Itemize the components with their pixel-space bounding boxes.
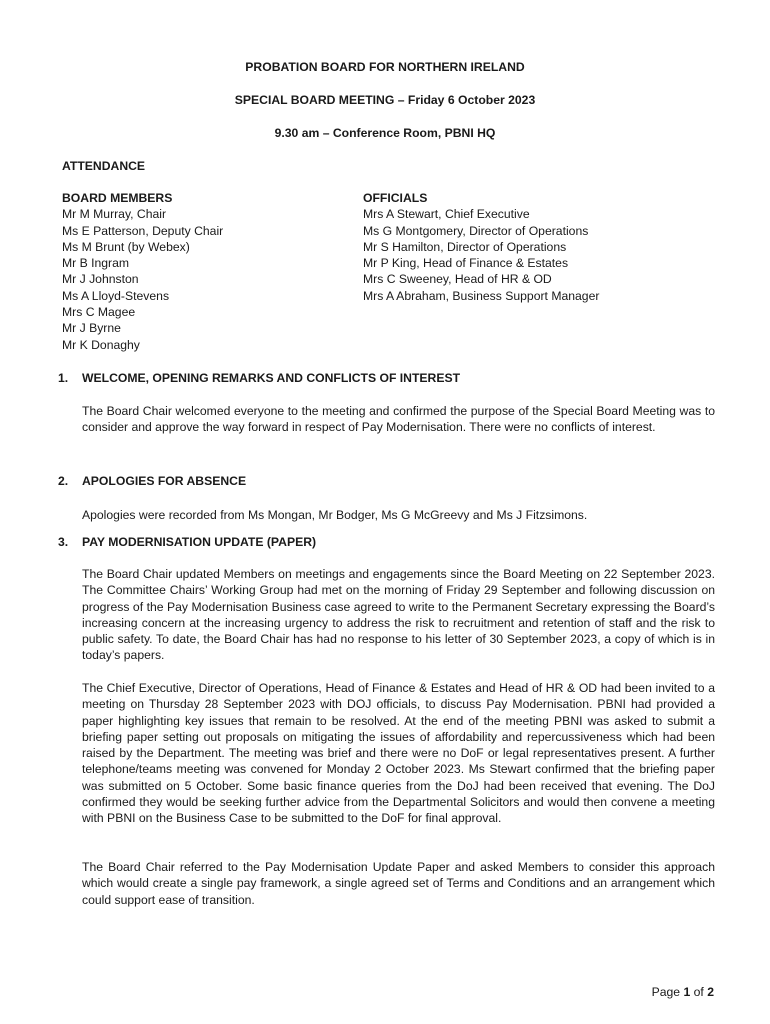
board-member: Mr J Byrne — [62, 321, 121, 336]
board-members-column — [62, 190, 223, 353]
official: Mr S Hamilton, Director of Operations — [363, 239, 567, 254]
board-member: Mr M Murray, Chair — [62, 207, 167, 222]
attendance-heading: ATTENDANCE — [62, 159, 146, 173]
org-title: PROBATION BOARD FOR NORTHERN IRELAND — [245, 60, 525, 74]
board-member: Mr B Ingram — [62, 256, 130, 271]
board-member: Mr J Johnston — [62, 272, 139, 287]
board-member: Ms M Brunt (by Webex) — [62, 239, 190, 254]
section-paragraph: The Board Chair welcomed everyone to the meeting and confirmed the purpose of the Special Board Meeting was to consider and approve the way forward in respect of Pay Modernisation. There were no conflicts of interest. — [82, 404, 715, 435]
board-member: Mr K Donaghy — [62, 337, 140, 352]
official: Mrs C Sweeney, Head of HR & OD — [363, 272, 552, 287]
page-footer — [652, 984, 714, 1000]
page-total: 2 — [707, 985, 714, 999]
section-paragraph: Apologies were recorded from Ms Mongan, Mr Bodger, Ms G McGreevy and Ms J Fitzsimons. — [82, 508, 588, 522]
board-member: Ms A Lloyd-Stevens — [62, 288, 170, 303]
page-current: 1 — [683, 985, 691, 999]
section-heading-welcome: WELCOME, OPENING REMARKS AND CONFLICTS OF INTEREST — [82, 371, 461, 385]
section-paragraph: The Chief Executive, Director of Operations, Head of Finance & Estates and Head of HR & OD had been invited to a meeting on Thursday 28 September 2023 with DOJ officials, to discuss Pay Modernisation. PBNI had provided a paper highlighting key issues that remain to be resolved. At the end of the meeting PBNI was asked to submit a briefing paper setting out proposals on mitigating the issues of affordability and repercussiveness which had been raised by the Department. The meeting was brief and there were no DoF or legal representatives present. A further telephone/teams meeting was convened for Monday 2 October 2023. Ms Stewart confirmed that the briefing paper was submitted on 5 October. Some basic finance queries from the DoJ had been received that evening. The DoJ confirmed they would be seeking further advice from the Departmental Solicitors and would then convene a meeting with PBNI on the Business Case to be submitted to the DoF for final approval. — [82, 681, 715, 826]
board-member: Mrs C Magee — [62, 305, 136, 320]
page-word: Page — [651, 985, 681, 999]
section-heading-pay-modernisation: PAY MODERNISATION UPDATE (PAPER) — [82, 535, 317, 549]
officials-heading: OFFICIALS — [363, 191, 428, 205]
section-number: 3. — [58, 535, 69, 549]
board-members-heading: BOARD MEMBERS — [62, 191, 173, 205]
official: Ms G Montgomery, Director of Operations — [363, 223, 589, 238]
of-word: of — [693, 985, 704, 999]
section-number: 2. — [58, 474, 69, 488]
official: Mrs A Abraham, Business Support Manager — [363, 288, 600, 303]
officials-column — [363, 190, 599, 304]
official: Mrs A Stewart, Chief Executive — [363, 207, 530, 222]
meeting-title: SPECIAL BOARD MEETING – Friday 6 October 2023 — [234, 93, 536, 107]
section-paragraph: The Board Chair updated Members on meetings and engagements since the Board Meeting on 22 September 2023. The Committee Chairs’ Working Group had met on the morning of Friday 29 September and following discussion on progress of the Pay Modernisation Business case agreed to write to the Permanent Secretary expressing the Board’s increasing concern at the increasing urgency to address the risk to recruitment and retention of staff and the risk to public safety. To date, the Board Chair has had no response to his letter of 30 September 2023, a copy of which is in today’s papers. — [82, 567, 715, 663]
meeting-time-place: 9.30 am – Conference Room, PBNI HQ — [274, 126, 496, 140]
section-paragraph: The Board Chair referred to the Pay Modernisation Update Paper and asked Members to consider this approach which would create a single pay framework, a single agreed set of Terms and Conditions and an arrangement which could support ease of transition. — [82, 860, 715, 907]
board-member: Ms E Patterson, Deputy Chair — [62, 223, 224, 238]
section-heading-apologies: APOLOGIES FOR ABSENCE — [82, 474, 247, 488]
section-number: 1. — [58, 371, 69, 385]
official: Mr P King, Head of Finance & Estates — [363, 256, 569, 271]
